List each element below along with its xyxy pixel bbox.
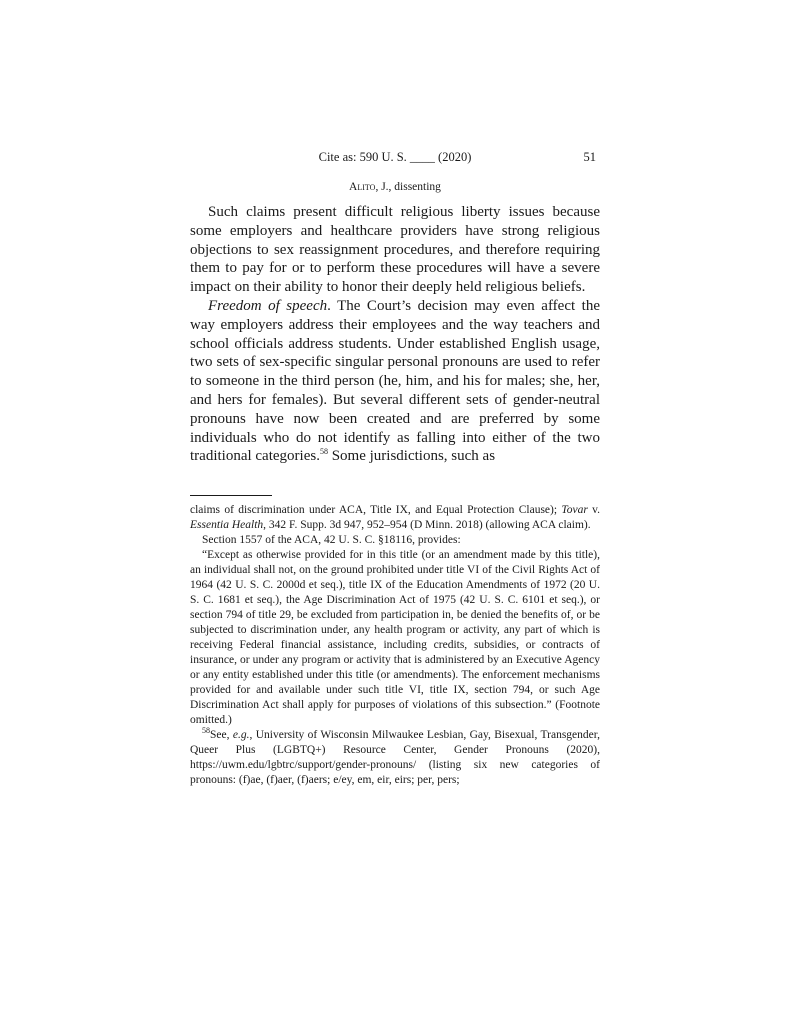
citation: Cite as: 590 U. S. ____ (2020) <box>318 150 472 164</box>
footnote-58 <box>190 728 600 788</box>
section-heading-freedom-of-speech: Freedom of speech <box>208 297 328 314</box>
footnotes <box>190 503 600 788</box>
footnote-text: , University of Wisconsin Milwaukee Lesbian, Gay, Bisexual, Transgender, Queer Plus (LGBTQ+) Resource Center, Gender Pronouns (2020), https://uwm.edu/lgbtrc/support/gender-pronouns/ (listing six new categories of pronouns: (f)ae, (f)aer, (f)aers; e/ey, em, eir, eirs; per, pers; <box>190 729 601 786</box>
paragraph-religious-liberty: Such claims present difficult religious liberty issues because some employers and healthcare providers have strong religious objections to sex reassignment procedures, and therefore requiring them to pay for or to perform these procedures will have a severe impact on their ability to honor their deeply held religious beliefs. <box>190 204 600 296</box>
running-head-rest: , J., dissenting <box>375 181 441 193</box>
signal-eg: e.g. <box>232 729 250 741</box>
opinion-page <box>190 0 600 1035</box>
footnote-continuation <box>190 503 600 533</box>
footnote-divider <box>190 495 272 496</box>
paragraph-text: . The Court’s decision may even affect the way employers address their employees and the way teachers and school officials address students. Under established English usage, two sets of sex-specific singular personal pronouns are used to refer to someone in the third person (he, him, and his for males; she, her, and hers for females). But several different sets of gender-neutral pronouns have now been created and are preferred by some individuals who do not identify as falling into either of the two traditional categories. <box>190 297 600 465</box>
case-name: Tovar <box>561 504 588 516</box>
footnote-number-58: 58 <box>202 726 210 736</box>
footnote-text: , 342 F. Supp. 3d 947, 952–954 (D Minn. 2018) (allowing ACA claim). <box>263 519 591 531</box>
page-header <box>190 150 600 168</box>
footnote-text: claims of discrimination under ACA, Title IX, and Equal Protection Clause); <box>190 504 562 516</box>
main-text <box>190 203 600 466</box>
paragraph-freedom-of-speech <box>190 297 600 466</box>
paragraph-tail: Some jurisdictions, such as <box>327 448 496 465</box>
versus: v. <box>587 504 600 516</box>
case-name: Essentia Health <box>190 519 264 531</box>
footnote-statute-quote: “Except as otherwise provided for in this title (or an amendment made by this title), an individual shall not, on the ground prohibited under title VI of the Civil Rights Act of 1964 (42 U. S. C. 2000d et seq.), title IX of the Education Amendments of 1972 (20 U. S. C. 1681 et seq.), the Age Discrimination Act of 1975 (42 U. S. C. 6101 et seq.), or section 794 of title 29, be excluded from participation in, be denied the benefits of, or be subjected to discrimination under, any health program or activity, any part of which is receiving Federal financial assistance, including credits, subsidies, or contracts of insurance, or under any program or activity that is administered by an Executive Agency or any entity established under this title (or amendments). The enforcement mechanisms provided for and available under such title VI, title IX, section 794, or such Age Discrimination Act shall apply for purposes of violations of this subsection.” (Footnote omitted.) <box>190 549 600 726</box>
page-number: 51 <box>583 150 596 164</box>
footnote-ref-58[interactable]: 58 <box>319 447 328 457</box>
running-head <box>190 181 600 193</box>
justice-name: Alito <box>349 181 376 193</box>
footnote-section-1557: Section 1557 of the ACA, 42 U. S. C. §18116, provides: <box>202 534 461 546</box>
footnote-text: See, <box>210 729 233 741</box>
